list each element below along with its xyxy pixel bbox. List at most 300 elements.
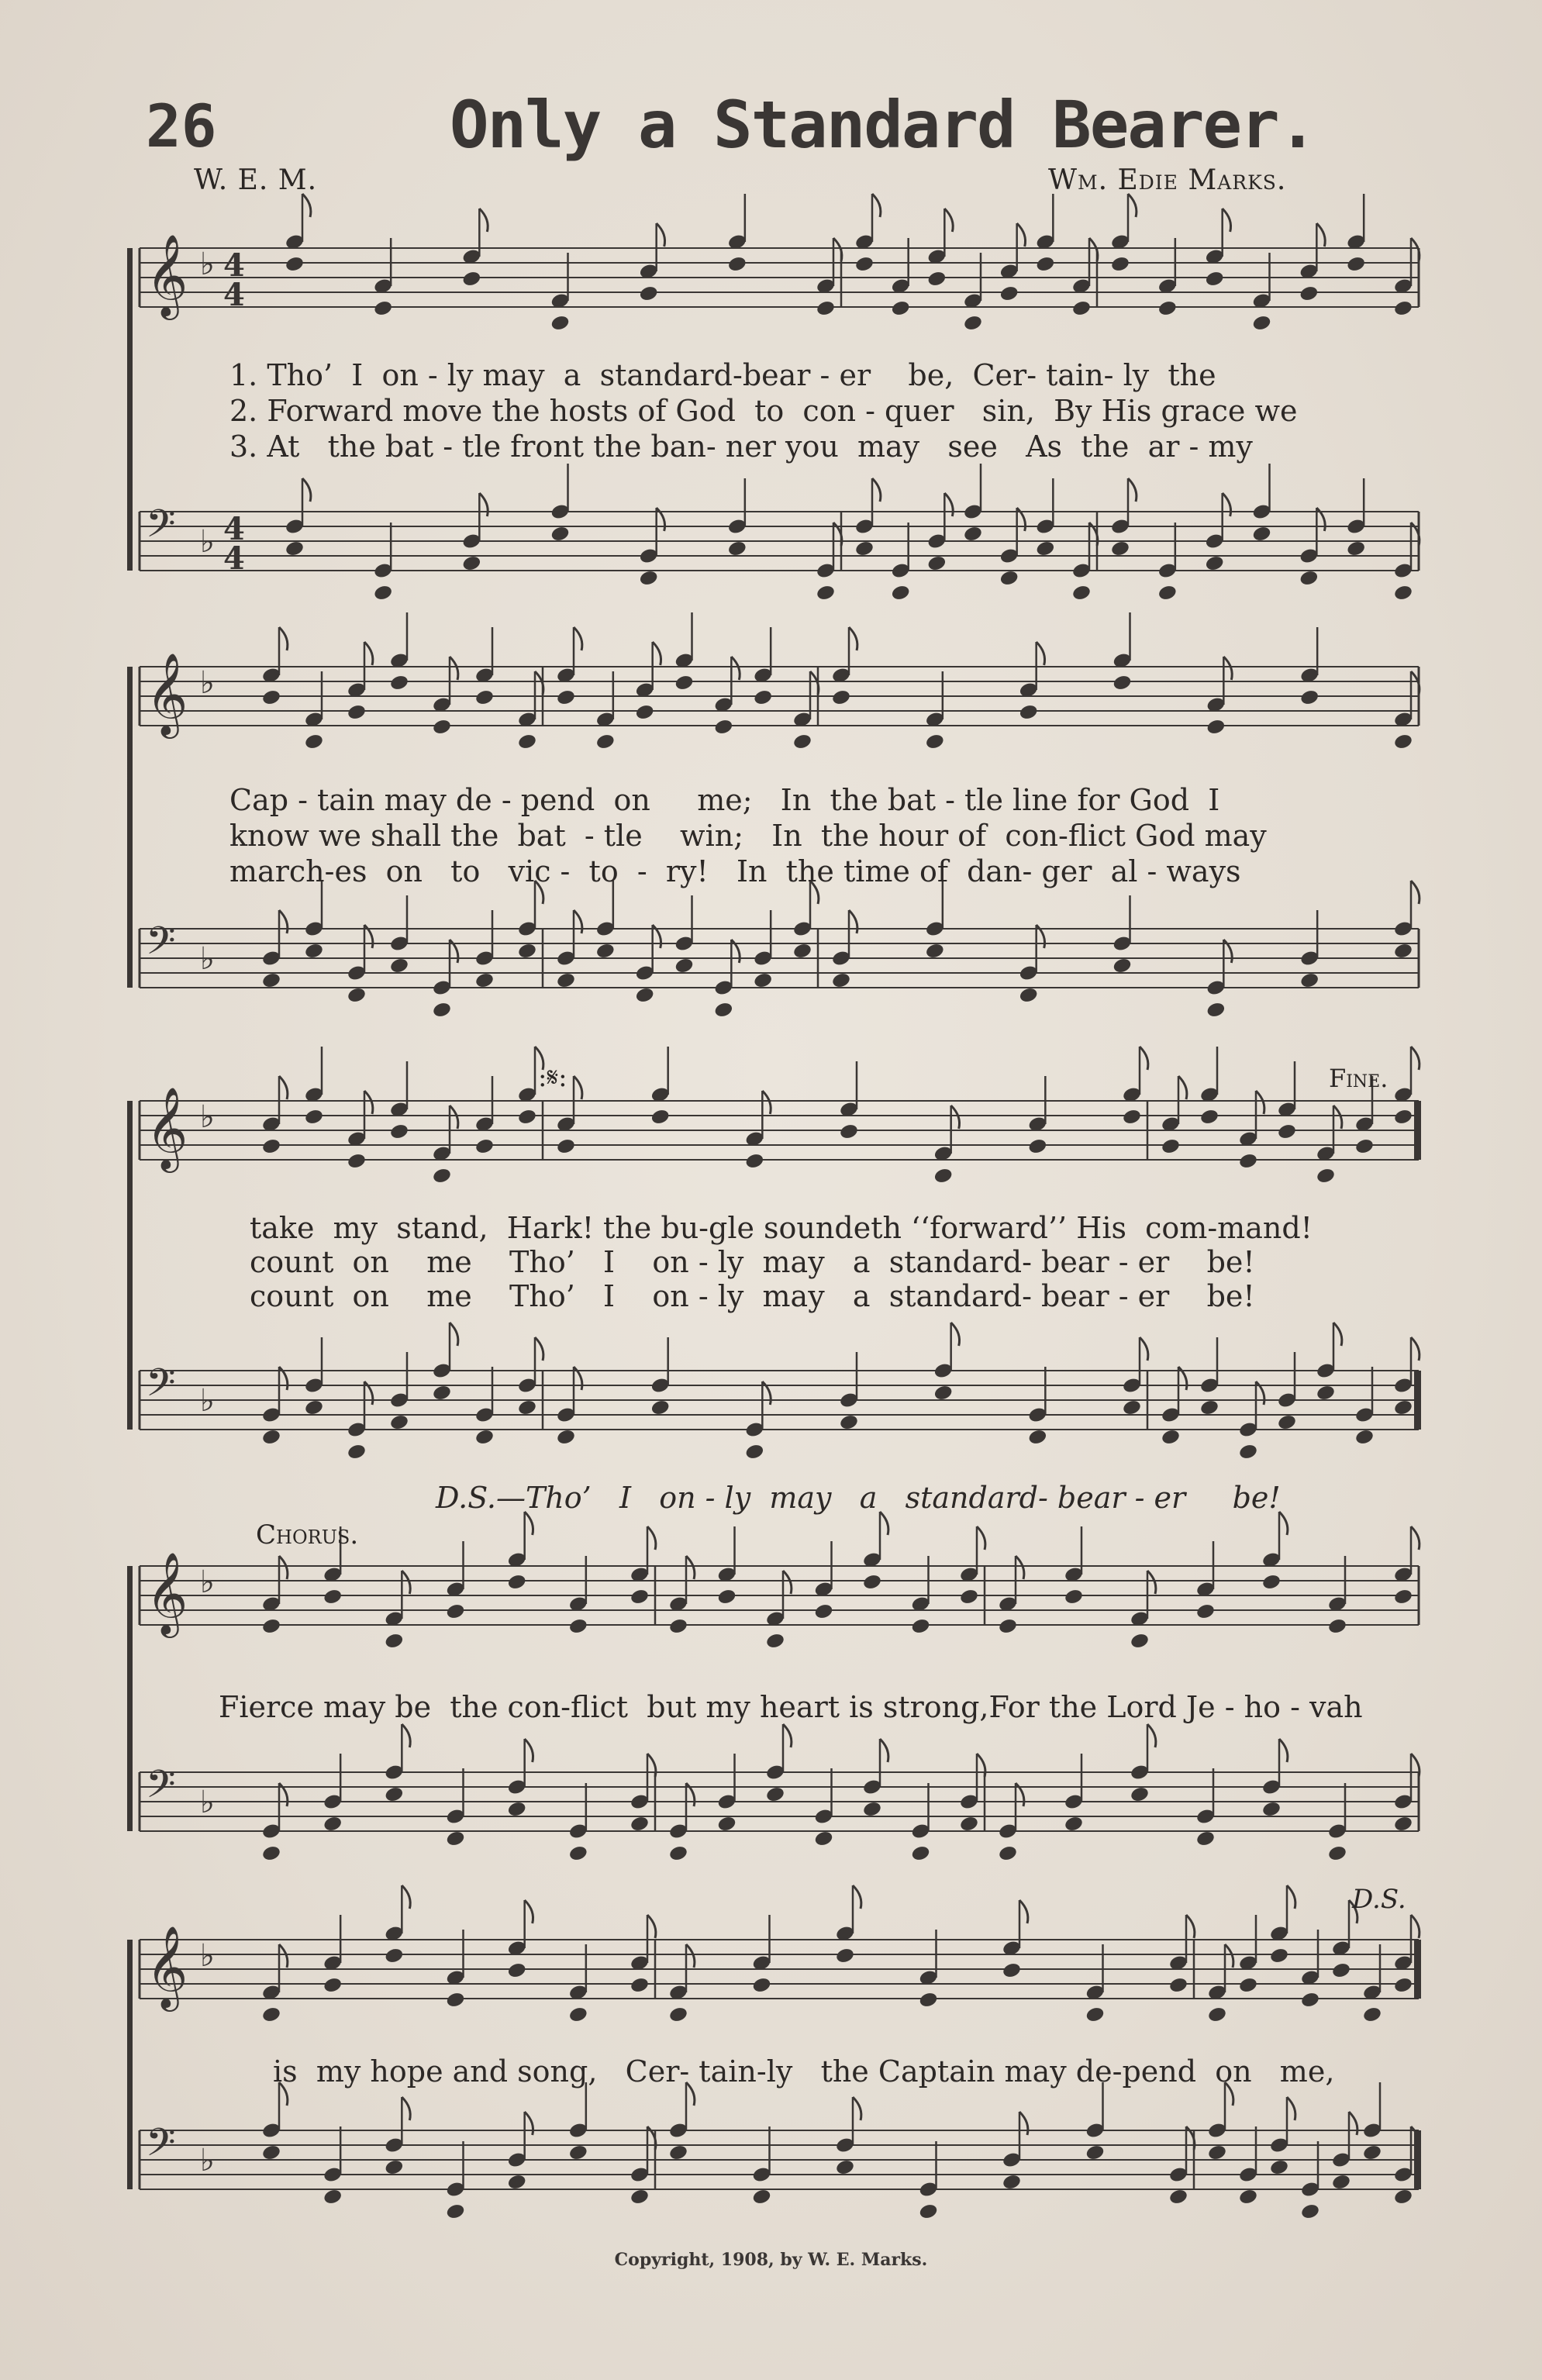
note-flag: [647, 1526, 656, 1550]
note-head: [959, 1588, 979, 1606]
treble-clef: 𝄞: [146, 233, 188, 316]
note-head: [925, 733, 945, 750]
note-head: [933, 1384, 954, 1402]
note-head: [461, 270, 481, 288]
note-head: [1300, 1991, 1320, 2009]
note-flag: [525, 1512, 533, 1535]
copyright-notice: Copyright, 1908, by W. E. Marks.: [614, 2250, 928, 2270]
note-head: [568, 2006, 588, 2023]
note-head: [744, 1443, 764, 1461]
note-head: [556, 1137, 576, 1155]
lyric-line: Cap - tain may de - pend on me; In the bat - tle line for God I: [229, 783, 1220, 817]
flat-key-signature: ♭: [200, 1383, 215, 1419]
note-flag: [1019, 2112, 1028, 2135]
note-flag: [872, 194, 881, 217]
note-head: [595, 942, 616, 960]
note-head: [384, 1785, 404, 1803]
note-head: [668, 1844, 688, 1862]
note-head: [1346, 540, 1366, 557]
note-flag: [279, 627, 288, 650]
note-head: [765, 1785, 785, 1803]
note-head: [304, 1108, 324, 1126]
note-head: [1122, 1399, 1142, 1416]
note-flag: [1223, 657, 1232, 680]
note-head: [963, 314, 983, 332]
note-head: [1277, 1413, 1297, 1431]
chorus-label: Chorus.: [256, 1519, 359, 1550]
note-head: [1393, 1976, 1413, 1994]
note-head: [556, 971, 576, 989]
note-head: [384, 1632, 404, 1650]
note-flag: [1016, 1556, 1024, 1579]
note-head: [1035, 540, 1055, 557]
note-head: [1071, 584, 1092, 602]
note-flag: [1128, 194, 1137, 217]
note-flag: [849, 627, 857, 650]
ds-mark: D.S.: [1352, 1884, 1406, 1915]
note-flag: [1287, 2097, 1295, 2120]
note-head: [630, 1815, 650, 1833]
note-head: [1110, 255, 1130, 273]
note-flag: [1140, 1047, 1148, 1070]
ds-lyric-line: D.S.—Tho’ I on - ly may a standard- bear - er be!: [436, 1481, 1281, 1515]
note-head: [304, 942, 324, 960]
note-flag: [279, 1556, 288, 1579]
note-head: [1130, 1785, 1150, 1803]
note-head: [323, 1588, 343, 1606]
song-title: Only a Standard Bearer.: [450, 87, 1316, 163]
system-brace: [127, 248, 133, 571]
note-head: [1393, 942, 1413, 960]
note-head: [556, 1428, 576, 1446]
note-flag: [1411, 881, 1420, 904]
note-head: [304, 1399, 324, 1416]
note-head: [630, 1588, 650, 1606]
flat-key-signature: ♭: [200, 665, 215, 701]
note-head: [445, 2202, 465, 2220]
note-head: [792, 942, 812, 960]
note-head: [1354, 1428, 1375, 1446]
note-head: [835, 2158, 855, 2176]
note-flag: [944, 493, 953, 516]
note-flag: [1017, 223, 1026, 247]
note-head: [323, 2188, 343, 2206]
note-head: [835, 1947, 855, 1964]
note-head: [1299, 569, 1319, 587]
note-flag: [574, 1076, 582, 1099]
note-head: [1112, 674, 1132, 692]
bass-clef: 𝄢: [146, 1762, 176, 1816]
note-head: [1168, 1976, 1188, 1994]
note-head: [507, 1800, 527, 1818]
note-head: [831, 971, 851, 989]
note-head: [1299, 688, 1319, 706]
note-head: [1027, 1428, 1047, 1446]
note-head: [753, 688, 773, 706]
note-head: [1207, 2006, 1227, 2023]
note-head: [1157, 584, 1178, 602]
note-flag: [450, 1323, 458, 1346]
note-flag: [279, 1076, 288, 1099]
note-head: [816, 584, 836, 602]
note-head: [445, 1991, 465, 2009]
note-head: [261, 971, 281, 989]
note-head: [918, 2202, 938, 2220]
flat-key-signature: ♭: [200, 1938, 215, 1974]
flat-key-signature: ♭: [200, 247, 215, 282]
note-head: [1251, 525, 1271, 543]
note-head: [373, 584, 393, 602]
note-head: [373, 299, 393, 317]
note-head: [1157, 299, 1178, 317]
treble-clef: 𝄞: [146, 1086, 188, 1169]
note-head: [432, 1001, 452, 1019]
note-flag: [1333, 1105, 1342, 1129]
flat-key-signature: ♭: [200, 1564, 215, 1600]
lyric-line: 3. At the bat - tle front the ban- ner you may see As the ar - my: [229, 429, 1253, 464]
note-flag: [951, 1323, 960, 1346]
note-flag: [479, 493, 488, 516]
note-head: [999, 569, 1019, 587]
note-head: [753, 971, 773, 989]
note-head: [445, 1602, 465, 1620]
note-head: [674, 674, 694, 692]
note-head: [1199, 1399, 1219, 1416]
note-head: [261, 688, 281, 706]
note-head: [831, 688, 851, 706]
note-head: [507, 1573, 527, 1591]
note-head: [1327, 1617, 1347, 1635]
note-flag: [783, 1571, 792, 1594]
note-head: [999, 285, 1019, 302]
final-barline: [1414, 1101, 1421, 1160]
note-head: [389, 1413, 409, 1431]
note-flag: [364, 1091, 373, 1114]
note-head: [713, 1001, 733, 1019]
note-head: [918, 1991, 938, 2009]
note-flag: [535, 1337, 543, 1361]
note-head: [1277, 1123, 1297, 1140]
note-head: [1206, 1001, 1226, 1019]
note-head: [261, 2006, 281, 2023]
note-flag: [279, 910, 288, 933]
note-flag: [1411, 1915, 1420, 1938]
lyric-line: march-es on to vic - to - ry! In the time of dan- ger al - ways: [229, 854, 1241, 888]
lyric-line: know we shall the bat - tle win; In the hour of con-flict God may: [229, 819, 1267, 853]
note-head: [1362, 2144, 1382, 2161]
note-head: [1269, 1947, 1289, 1964]
note-head: [1327, 1844, 1347, 1862]
note-head: [389, 1123, 409, 1140]
note-flag: [731, 657, 740, 680]
note-head: [639, 285, 659, 302]
note-head: [1316, 1384, 1336, 1402]
system-brace: [127, 667, 133, 988]
note-flag: [302, 194, 311, 217]
note-head: [998, 1844, 1018, 1862]
note-head: [1269, 2158, 1289, 2176]
note-head: [1238, 1152, 1258, 1170]
note-flag: [574, 627, 582, 650]
lyric-line: take my stand, Hark! the bu-gle soundeth ‘‘forward’’ His com-mand!: [250, 1211, 1313, 1245]
note-flag: [479, 209, 488, 232]
note-head: [891, 584, 911, 602]
note-head: [744, 1152, 764, 1170]
note-head: [595, 733, 616, 750]
note-head: [635, 703, 655, 721]
note-flag: [853, 2097, 861, 2120]
note-head: [1002, 2173, 1022, 2191]
note-head: [507, 2173, 527, 2191]
note-head: [668, 2144, 688, 2161]
note-flag: [402, 2097, 410, 2120]
note-flag: [1333, 1323, 1342, 1346]
treble-clef: 𝄞: [146, 652, 188, 735]
note-flag: [944, 209, 953, 232]
note-flag: [1223, 493, 1231, 516]
note-head: [1071, 299, 1092, 317]
note-head: [384, 2158, 404, 2176]
note-head: [323, 1976, 343, 1994]
note-flag: [762, 1091, 771, 1114]
note-head: [517, 1108, 537, 1126]
note-flag: [402, 1885, 410, 1909]
note-head: [347, 1443, 367, 1461]
bass-clef: 𝄢: [146, 919, 176, 973]
note-head: [751, 2188, 771, 2206]
note-head: [1393, 1815, 1413, 1833]
note-head: [347, 986, 367, 1004]
time-signature: 4: [223, 540, 245, 577]
note-flag: [574, 910, 582, 933]
note-head: [261, 1844, 281, 1862]
lyric-line: Fierce may be the con-flict but my heart is strong,For the Lord Je - ho - vah: [219, 1690, 1363, 1724]
note-head: [1393, 2188, 1413, 2206]
note-head: [1002, 1961, 1022, 1979]
bass-clef: 𝄢: [146, 1361, 176, 1415]
note-head: [963, 525, 983, 543]
note-head: [1300, 2202, 1320, 2220]
note-head: [1261, 1573, 1282, 1591]
note-head: [635, 986, 655, 1004]
note-flag: [1019, 1900, 1028, 1923]
time-signature: 4: [223, 247, 245, 284]
note-head: [792, 733, 812, 750]
flat-key-signature: ♭: [200, 1785, 215, 1820]
page-number: 26: [146, 91, 217, 160]
note-head: [432, 718, 452, 736]
note-head: [1238, 1443, 1258, 1461]
note-head: [474, 1137, 495, 1155]
note-flag: [880, 1512, 888, 1535]
note-head: [1085, 2144, 1105, 2161]
note-flag: [402, 1571, 410, 1594]
note-head: [285, 540, 305, 557]
note-flag: [1279, 1512, 1288, 1535]
note-head: [925, 942, 945, 960]
note-flag: [402, 1724, 410, 1747]
note-flag: [977, 1526, 985, 1550]
note-head: [1316, 1167, 1336, 1185]
note-head: [568, 1844, 588, 1862]
flat-key-signature: ♭: [200, 2143, 215, 2178]
note-head: [568, 2144, 588, 2161]
segno-sign: :𝄋:: [538, 1062, 567, 1093]
note-flag: [686, 1944, 695, 1968]
note-head: [261, 1617, 281, 1635]
system-brace: [127, 1101, 133, 1430]
note-head: [1393, 584, 1413, 602]
note-head: [1362, 2006, 1382, 2023]
note-head: [389, 674, 409, 692]
note-head: [1393, 1108, 1413, 1126]
note-head: [389, 957, 409, 974]
note-head: [668, 2006, 688, 2023]
note-head: [854, 540, 874, 557]
note-flag: [853, 1885, 861, 1909]
note-head: [727, 540, 747, 557]
lyricist-credit: W. E. M.: [194, 164, 318, 196]
note-flag: [450, 1105, 458, 1129]
note-head: [713, 718, 733, 736]
treble-clef: 𝄞: [146, 1925, 188, 2008]
note-flag: [872, 478, 881, 502]
note-head: [474, 971, 495, 989]
note-head: [839, 1123, 859, 1140]
note-head: [432, 1167, 452, 1185]
note-head: [650, 1108, 671, 1126]
note-head: [751, 1976, 771, 1994]
time-signature: 4: [223, 277, 245, 313]
note-flag: [1223, 209, 1231, 232]
note-head: [1195, 1830, 1216, 1847]
lyric-line: count on me Tho’ I on - ly may a standard- bear - er be!: [250, 1245, 1255, 1279]
note-head: [1161, 1428, 1181, 1446]
note-head: [650, 1399, 671, 1416]
note-head: [1027, 1137, 1047, 1155]
note-flag: [450, 657, 458, 680]
note-head: [910, 1617, 930, 1635]
note-head: [1130, 1632, 1150, 1650]
final-barline: [1414, 1940, 1421, 1999]
note-head: [910, 1844, 930, 1862]
treble-clef: 𝄞: [146, 1551, 188, 1634]
system-brace: [127, 1566, 133, 1831]
note-head: [933, 1167, 954, 1185]
note-flag: [647, 1915, 656, 1938]
note-head: [862, 1800, 882, 1818]
note-head: [1299, 971, 1319, 989]
note-head: [630, 1976, 650, 1994]
note-head: [347, 703, 367, 721]
note-flag: [951, 1105, 960, 1129]
note-head: [1393, 1399, 1413, 1416]
note-head: [891, 299, 911, 317]
note-head: [1019, 986, 1039, 1004]
note-flag: [1349, 2112, 1357, 2135]
note-head: [261, 1428, 281, 1446]
final-barline: [1414, 2130, 1421, 2189]
note-flag: [525, 1900, 533, 1923]
note-head: [556, 688, 576, 706]
note-flag: [1128, 478, 1137, 502]
note-flag: [1256, 1091, 1264, 1114]
note-head: [716, 1815, 737, 1833]
note-head: [304, 733, 324, 750]
note-head: [1019, 703, 1039, 721]
note-flag: [1140, 1337, 1148, 1361]
note-flag: [653, 642, 661, 665]
note-head: [716, 1588, 737, 1606]
time-signature: 4: [223, 511, 245, 547]
note-flag: [1411, 1047, 1420, 1070]
note-head: [384, 1947, 404, 1964]
note-head: [1261, 1800, 1282, 1818]
note-head: [474, 688, 495, 706]
system-brace: [127, 1940, 133, 2189]
note-head: [517, 1399, 537, 1416]
note-head: [630, 2188, 650, 2206]
note-head: [1331, 1961, 1351, 1979]
note-flag: [783, 1724, 792, 1747]
note-head: [1035, 255, 1055, 273]
note-head: [639, 569, 659, 587]
note-flag: [364, 642, 373, 665]
note-head: [959, 1815, 979, 1833]
note-head: [1161, 1137, 1181, 1155]
note-head: [1064, 1588, 1084, 1606]
note-head: [517, 733, 537, 750]
note-head: [1205, 270, 1225, 288]
note-flag: [1225, 1944, 1233, 1968]
note-head: [813, 1830, 833, 1847]
note-flag: [525, 1739, 533, 1762]
note-head: [674, 957, 694, 974]
note-flag: [302, 478, 311, 502]
note-head: [1393, 1588, 1413, 1606]
note-flag: [1037, 642, 1045, 665]
note-head: [1354, 1137, 1375, 1155]
composer-credit: Wm. Edie Marks.: [1048, 164, 1287, 196]
note-head: [1122, 1108, 1142, 1126]
note-head: [1110, 540, 1130, 557]
note-head: [926, 270, 947, 288]
note-flag: [1279, 1739, 1288, 1762]
note-head: [765, 1632, 785, 1650]
note-head: [261, 2144, 281, 2161]
lyric-line: count on me Tho’ I on - ly may a standard- bear - er be!: [250, 1279, 1255, 1313]
bass-clef: 𝄢: [146, 2120, 176, 2175]
note-head: [507, 1961, 527, 1979]
note-head: [474, 1428, 495, 1446]
note-flag: [279, 1944, 288, 1968]
fine-mark: Fine.: [1329, 1064, 1388, 1093]
note-head: [862, 1573, 882, 1591]
lyric-line: is my hope and song, Cer- tain-ly the Captain may de-pend on me,: [273, 2054, 1335, 2089]
note-head: [1064, 1815, 1084, 1833]
note-head: [1331, 2173, 1351, 2191]
note-flag: [657, 223, 665, 247]
note-flag: [1287, 1885, 1295, 1909]
note-flag: [1186, 1915, 1195, 1938]
note-head: [1206, 718, 1226, 736]
note-head: [1207, 2144, 1227, 2161]
note-flag: [1147, 1724, 1156, 1747]
note-head: [998, 1617, 1018, 1635]
note-head: [347, 1152, 367, 1170]
note-head: [813, 1602, 833, 1620]
final-barline: [1414, 1371, 1421, 1430]
